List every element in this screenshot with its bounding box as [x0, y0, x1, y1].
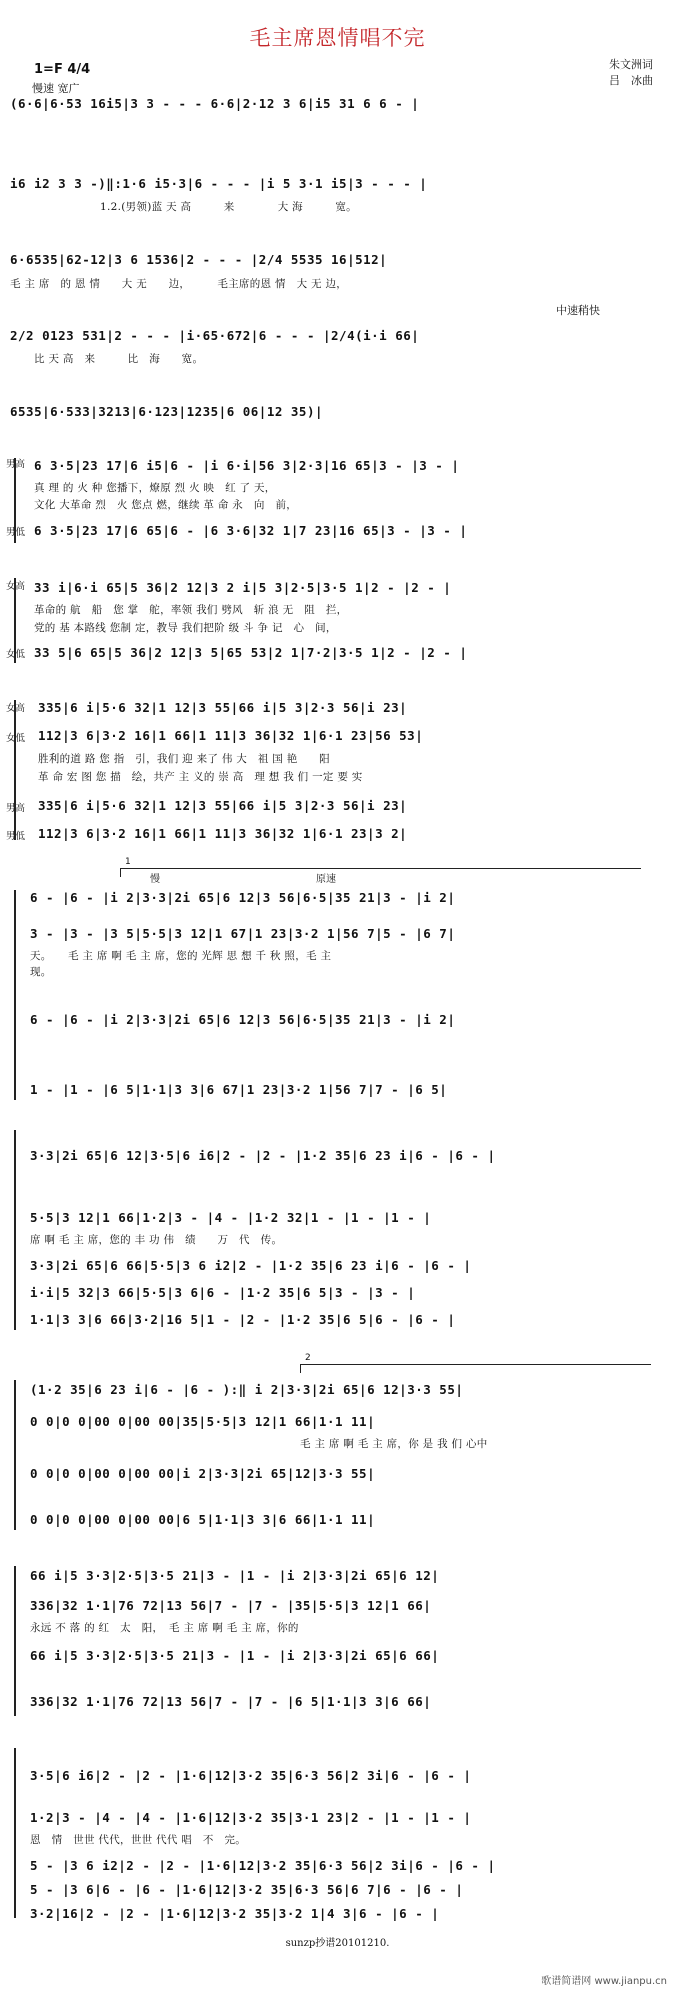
section-bracket: 1 — [120, 868, 641, 877]
notation-line: 3·3|2i 65|6 66|5·5|3 6 i2|2 - |1·2 35|6 23 i|6 - |6 - | — [30, 1258, 472, 1273]
notation-line: 1 - |1 - |6 5|1·1|3 3|6 67|1 23|3·2 1|56 7|7 - |6 5| — [30, 1082, 448, 1097]
tempo-marking-mid: 中速稍快 — [556, 304, 600, 317]
system-brace — [14, 890, 21, 1100]
notation-line: 336|32 1·1|76 72|13 56|7 - |7 - |6 5|1·1|3 3|6 66| — [30, 1694, 432, 1709]
notation-line: 6 3·5|23 17|6 65|6 - |6 3·6|32 1|7 23|16 65|3 - |3 - | — [34, 523, 468, 538]
lyric-line: 党的 基 本路线 您制 定，教导 我们把阶 级 斗 争 记 心 间， — [34, 622, 337, 634]
notation-line: 5 - |3 6 i2|2 - |2 - |1·6|12|3·2 35|6·3 56|2 3i|6 - |6 - | — [30, 1858, 496, 1873]
part-label: 女高 — [6, 581, 26, 592]
lyric-line: 比 天 高 来 比 海 宽。 — [34, 353, 204, 365]
lyric-line: 胜利的道 路 您 指 引，我们 迎 来了 伟 大 祖 国 艳 阳 — [38, 753, 330, 765]
part-label: 男高 — [6, 459, 26, 470]
notation-line: 112|3 6|3·2 16|1 66|1 11|3 36|32 1|6·1 23|3 2| — [38, 826, 408, 841]
lyricist: 朱文洲词 — [609, 58, 653, 71]
lyric-line: 席 啊 毛 主 席，您的 丰 功 伟 绩 万 代 传。 — [30, 1234, 283, 1246]
transcriber-credit: sunzp抄谱20101210. — [285, 1938, 390, 1949]
notation-line: 66 i|5 3·3|2·5|3·5 21|3 - |1 - |i 2|3·3|2i 65|6 12| — [30, 1568, 440, 1583]
key-signature: 1=F 4/4 — [34, 62, 91, 77]
notation-line: 5 - |3 6|6 - |6 - |1·6|12|3·2 35|6·3 56|6 7|6 - |6 - | — [30, 1882, 464, 1897]
notation-line: i·i|5 32|3 66|5·5|3 6|6 - |1·2 35|6 5|3 - |3 - | — [30, 1285, 416, 1300]
notation-line: (1·2 35|6 23 i|6 - |6 - ):‖ i 2|3·3|2i 65|6 12|3·3 55| — [30, 1382, 464, 1397]
system-brace — [14, 700, 21, 840]
notation-line: 3·3|2i 65|6 12|3·5|6 i6|2 - |2 - |1·2 35|6 23 i|6 - |6 - | — [30, 1148, 496, 1163]
lyric-line: 恩 情 世世 代代，世世 代代 唱 不 完。 — [30, 1834, 247, 1846]
notation-line: 6 3·5|23 17|6 i5|6 - |i 6·i|56 3|2·3|16 65|3 - |3 - | — [34, 458, 460, 473]
notation-line: 0 0|0 0|00 0|00 00|35|5·5|3 12|1 66|1·1 11| — [30, 1414, 376, 1429]
part-label: 女低 — [6, 733, 26, 744]
notation-line: 33 5|6 65|5 36|2 12|3 5|65 53|2 1|7·2|3·5 1|2 - |2 - | — [34, 645, 468, 660]
notation-line: 6 - |6 - |i 2|3·3|2i 65|6 12|3 56|6·5|35 21|3 - |i 2| — [30, 890, 456, 905]
part-label: 男低 — [6, 831, 26, 842]
notation-line: 3·2|16|2 - |2 - |1·6|12|3·2 35|3·2 1|4 3|6 - |6 - | — [30, 1906, 440, 1921]
lyric-line: 文化 大革命 烈 火 您点 燃，继续 革 命 永 向 前， — [34, 499, 298, 511]
notation-line: 335|6 i|5·6 32|1 12|3 55|66 i|5 3|2·3 56|i 23| — [38, 798, 408, 813]
lyric-line: 革 命 宏 图 您 描 绘，共产 主 义的 崇 高 理 想 我 们 一定 要 实 — [38, 771, 363, 783]
notation-line: 3 - |3 - |3 5|5·5|3 12|1 67|1 23|3·2 1|56 7|5 - |6 7| — [30, 926, 456, 941]
section-bracket: 2 — [300, 1364, 651, 1373]
notation-line: 5·5|3 12|1 66|1·2|3 - |4 - |1·2 32|1 - |1 - |1 - | — [30, 1210, 432, 1225]
notation-line: 66 i|5 3·3|2·5|3·5 21|3 - |1 - |i 2|3·3|2i 65|6 66| — [30, 1648, 440, 1663]
notation-line: 6535|6·533|3213|6·123|1235|6 06|12 35)| — [10, 404, 323, 419]
notation-line: 0 0|0 0|00 0|00 00|6 5|1·1|3 3|6 66|1·1 11| — [30, 1512, 376, 1527]
lyric-line: 现。 — [30, 966, 52, 978]
notation-line: 2/2 0123 531|2 - - - |i·65·672|6 - - - |2/4(i·i 66| — [10, 328, 420, 343]
notation-line: 33 i|6·i 65|5 36|2 12|3 2 i|5 3|2·5|3·5 1|2 - |2 - | — [34, 580, 452, 595]
notation-line: 1·1|3 3|6 66|3·2|16 5|1 - |2 - |1·2 35|6 5|6 - |6 - | — [30, 1312, 456, 1327]
lyric-line: 真 理 的 火 种 您播下，燎原 烈 火 映 红 了 天， — [34, 482, 276, 494]
notation-line: 6 - |6 - |i 2|3·3|2i 65|6 12|3 56|6·5|35 21|3 - |i 2| — [30, 1012, 456, 1027]
tempo-marking-start: 慢速 宽广 — [32, 82, 80, 95]
notation-line: 336|32 1·1|76 72|13 56|7 - |7 - |35|5·5|3 12|1 66| — [30, 1598, 432, 1613]
lyric-line: 毛 主 席 啊 毛 主 席，你 是 我 们 心中 — [300, 1438, 488, 1450]
notation-line: 112|3 6|3·2 16|1 66|1 11|3 36|32 1|6·1 23|56 53| — [38, 728, 424, 743]
lyric-line: 天。 毛 主 席 啊 毛 主 席，您的 光辉 思 想 千 秋 照，毛 主 — [30, 950, 332, 962]
composer: 吕 冰曲 — [609, 74, 653, 87]
song-title: 毛主席恩情唱不完 — [249, 26, 426, 50]
notation-line: (6·6|6·53 16i5|3 3 - - - 6·6|2·12 3 6|i5 31 6 6 - | — [10, 96, 420, 111]
system-brace — [14, 1130, 21, 1330]
notation-line: 6·6535|62-12|3 6 1536|2 - - - |2/4 5535 16|512| — [10, 252, 388, 267]
system-brace — [14, 1566, 21, 1716]
tempo-marking-slow: 慢 — [150, 874, 160, 885]
notation-line: 3·5|6 i6|2 - |2 - |1·6|12|3·2 35|6·3 56|2 3i|6 - |6 - | — [30, 1768, 472, 1783]
lyric-line: 毛 主 席 的 恩 情 大 无 边， 毛主席的恩 情 大 无 边， — [10, 278, 348, 290]
lyric-line: 1.2.(男领)蓝 天 高 来 大 海 宽。 — [100, 201, 357, 213]
tempo-marking-resume: 原速 — [316, 874, 336, 885]
notation-line: i6 i2 3 3 -)‖:1·6 i5·3|6 - - - |i 5 3·1 i5|3 - - - | — [10, 176, 428, 191]
lyric-line: 永远 不 落 的 红 太 阳， 毛 主 席 啊 毛 主 席，你的 — [30, 1622, 299, 1634]
notation-line: 1·2|3 - |4 - |4 - |1·6|12|3·2 35|3·1 23|2 - |1 - |1 - | — [30, 1810, 472, 1825]
notation-line: 335|6 i|5·6 32|1 12|3 55|66 i|5 3|2·3 56|i 23| — [38, 700, 408, 715]
part-label: 女高 — [6, 703, 26, 714]
system-brace — [14, 1380, 21, 1530]
system-brace — [14, 1748, 21, 1918]
notation-line: 0 0|0 0|00 0|00 00|i 2|3·3|2i 65|12|3·3 55| — [30, 1466, 376, 1481]
part-label: 女低 — [6, 649, 26, 660]
part-label: 男低 — [6, 527, 26, 538]
site-watermark: 歌谱简谱网 www.jianpu.cn — [541, 1976, 667, 1987]
part-label: 男高 — [6, 803, 26, 814]
lyric-line: 革命的 航 船 您 掌 舵，率领 我们 劈风 斩 浪 无 阻 拦， — [34, 604, 348, 616]
